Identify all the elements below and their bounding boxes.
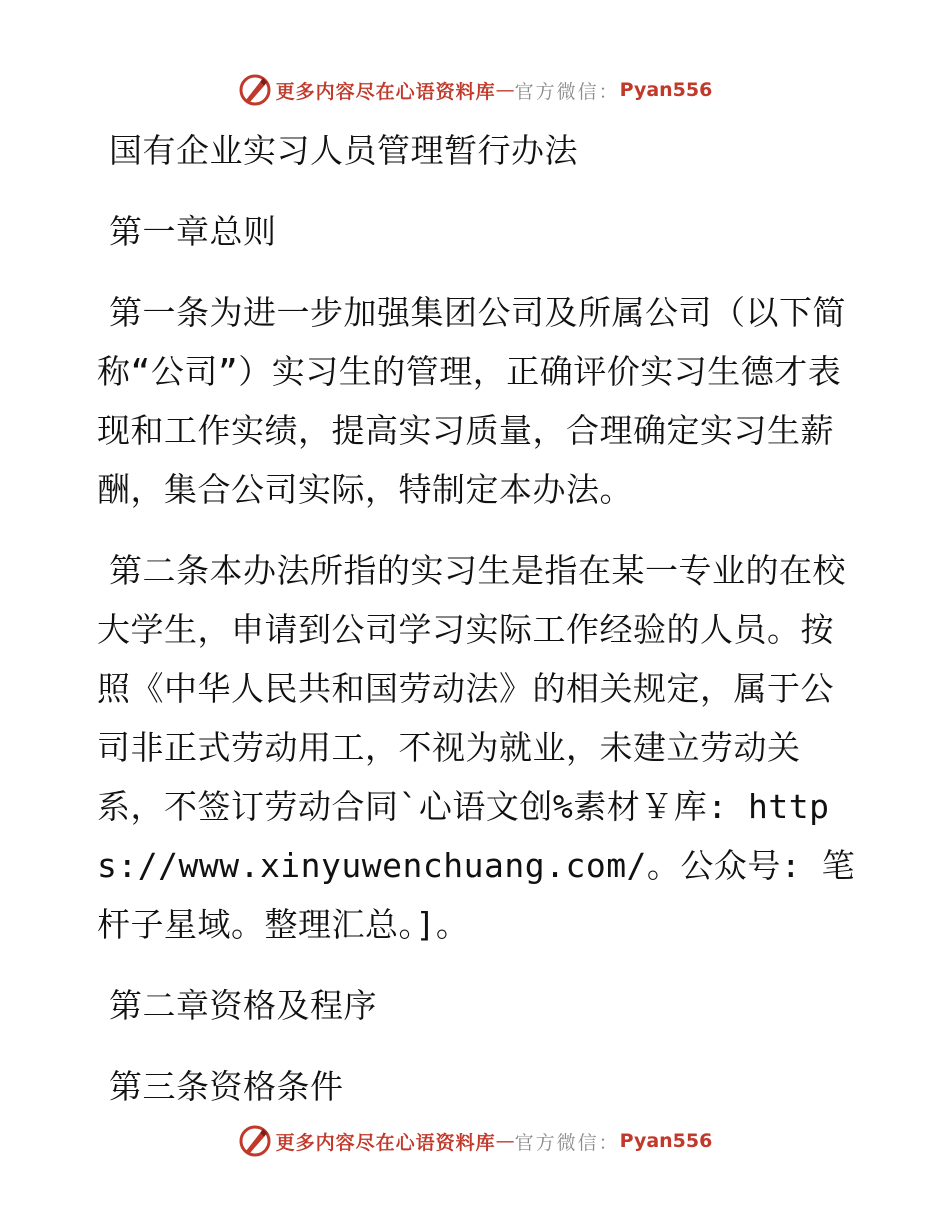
banner-wechat-id: Pyan556 (619, 1130, 713, 1152)
banner-wechat-id: Pyan556 (619, 79, 713, 101)
banner-wechat-label: 官方微信： (514, 80, 620, 103)
article-2-text: 第二条本办法所指的实习生是指在某一专业的在校大学生，申请到公司学习实际工作经验的人员。按照《中华人民共和国劳动法》的相关规定，属于公司非正式劳动用工，不视为就业，未建立劳动关系，不签订劳动合同`心语文创%素材￥库: https://www.xinyuwenchuang.com/。公众号: 笔杆子星域。整理汇总。]。 (97, 551, 856, 944)
article-paragraph-2 (97, 541, 857, 954)
pen-logo-icon (238, 1124, 272, 1158)
banner-brand-text: 更多内容尽在心语资料库 (275, 80, 496, 103)
pen-logo-icon (238, 73, 272, 107)
document-body (97, 121, 857, 1116)
chapter-heading-2: 第二章资格及程序 (109, 986, 377, 1025)
article-heading-3: 第三条资格条件 (109, 1067, 344, 1106)
banner-wechat-label: 官方微信： (514, 1131, 620, 1154)
article-1-text: 第一条为进一步加强集团公司及所属公司（以下简称“公司”）实习生的管理，正确评价实习生德才表现和工作实绩，提高实习质量，合理确定实习生薪酬，集合公司实际，特制定本办法。 (97, 293, 846, 509)
article-paragraph-1 (97, 283, 857, 519)
banner-brand-text: 更多内容尽在心语资料库 (275, 1131, 496, 1154)
chapter-heading-1: 第一章总则 (109, 212, 277, 251)
banner-dash: — (495, 79, 515, 101)
header-banner (0, 70, 950, 110)
banner-dash: — (495, 1130, 515, 1152)
footer-banner (0, 1121, 950, 1161)
document-title: 国有企业实习人员管理暂行办法 (109, 131, 578, 170)
